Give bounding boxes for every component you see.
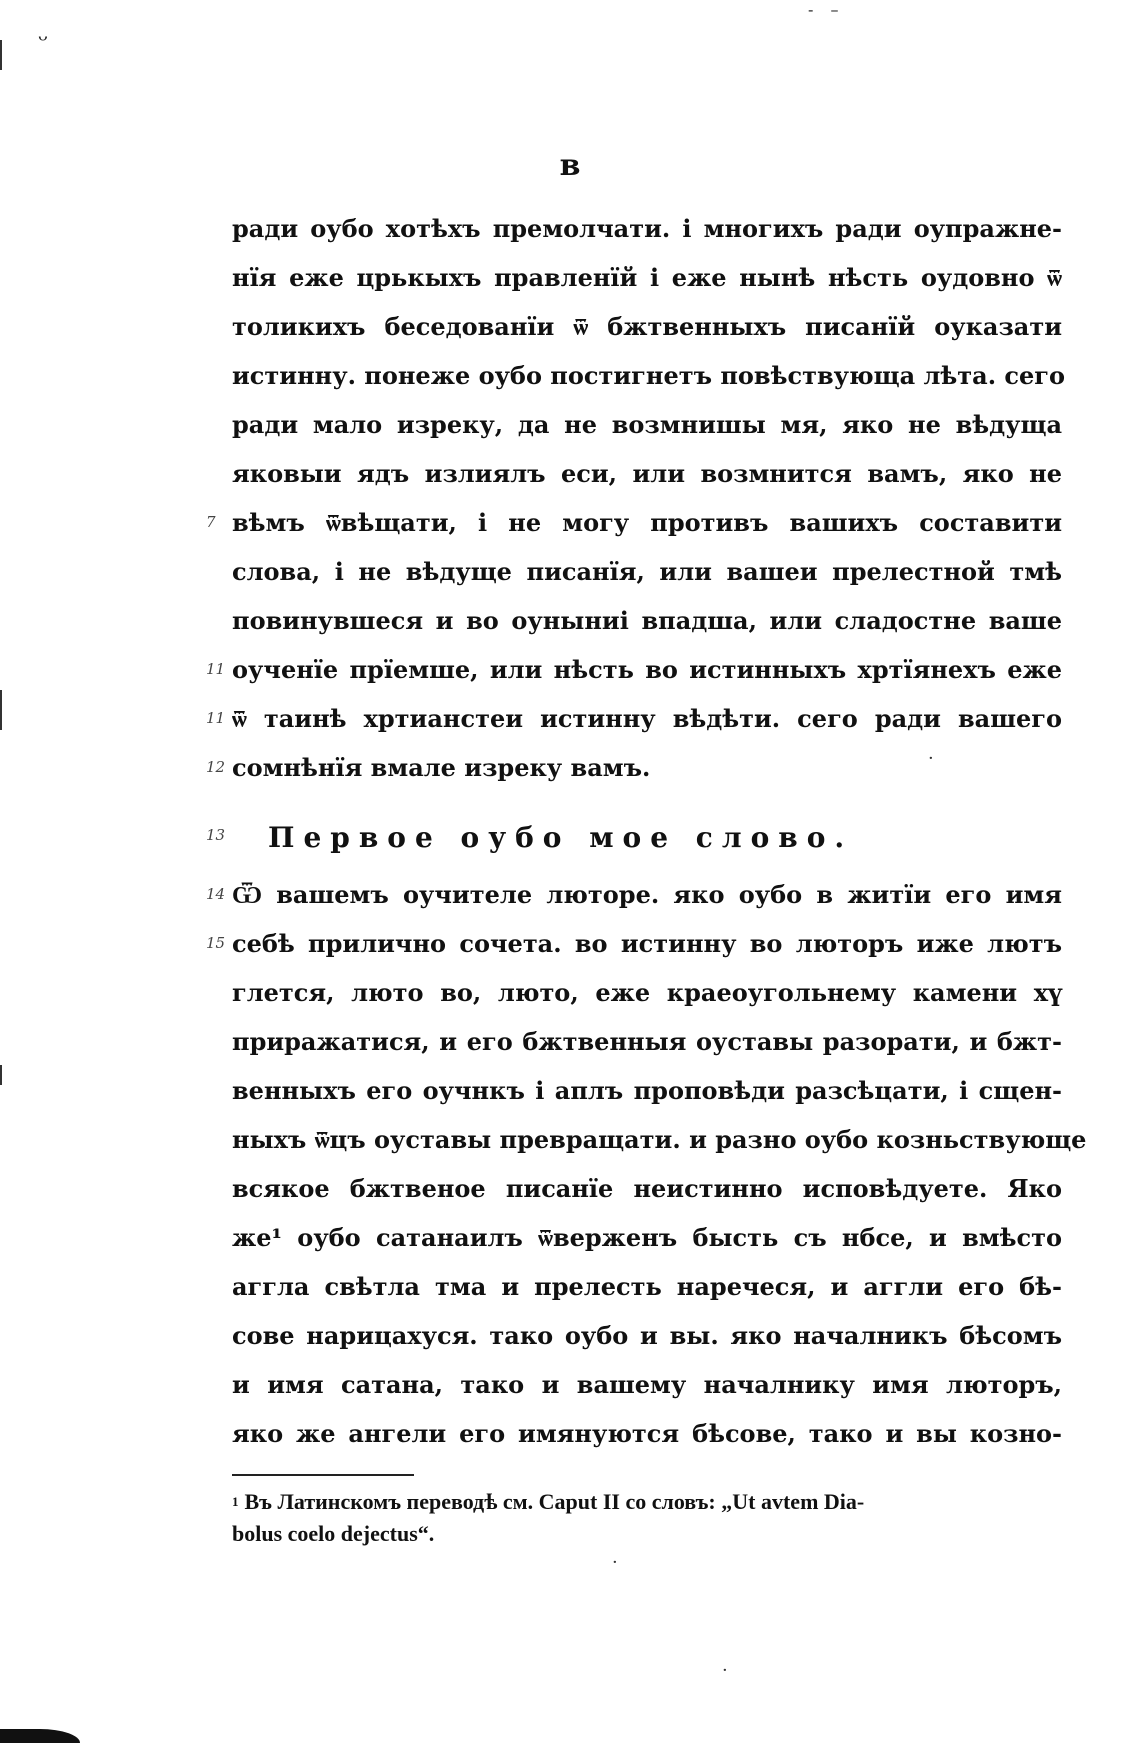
line-text: яко же ангели его имянуются бѣсове, тако и вы козно- bbox=[232, 1419, 1062, 1448]
text-line bbox=[232, 1360, 1062, 1409]
text-line bbox=[232, 596, 1062, 645]
text-line bbox=[232, 547, 1062, 596]
line-text: всякое бжтвеное писанїе неистинно исповѣдуете. Яко bbox=[232, 1174, 1062, 1203]
section-heading: Первое оубо мое слово. bbox=[268, 821, 854, 854]
line-text: сове нарицахуся. тако оубо и вы. яко началникъ бѣсомъ bbox=[232, 1321, 1062, 1350]
line-text: яковыи ядъ излиялъ еси, или возмнится вамъ, яко не bbox=[232, 459, 1062, 488]
text-line bbox=[232, 351, 1066, 400]
text-line bbox=[206, 694, 1062, 743]
footnote-marker: 1 bbox=[232, 1494, 239, 1509]
line-text: толикихъ беседованїи ѿ бжтвенныхъ писанїй оуказати bbox=[232, 312, 1062, 341]
line-text: нїя еже црькыхъ правленїй і еже нынѣ нѣсть оудовно ѿ bbox=[232, 263, 1062, 292]
line-text: слова, і не вѣдуще писанїя, или вашеи прелестной тмѣ bbox=[232, 557, 1062, 586]
line-number: 14 bbox=[206, 885, 226, 903]
heading-line-number: 13 bbox=[206, 826, 226, 844]
line-text: себѣ прилично сочета. во истинну во люторъ иже лютъ bbox=[232, 929, 1062, 958]
text-line bbox=[232, 1262, 1062, 1311]
line-text: ради мало изреку, да не возмнишы мя, яко не вѣдуща bbox=[232, 410, 1062, 439]
line-number: 11 bbox=[206, 709, 226, 727]
text-line bbox=[232, 400, 1062, 449]
line-text: ѿ таинѣ хртианстеи истинну вѣдѣти. сего ради вашего bbox=[232, 704, 1062, 733]
paragraph-2 bbox=[206, 870, 1087, 1458]
text-line bbox=[232, 1017, 1062, 1066]
text-line bbox=[206, 870, 1062, 919]
left-edge-rule bbox=[0, 40, 2, 70]
line-text: истинну. понеже оубо постигнетъ повѣствующа лѣта. сего bbox=[232, 361, 1066, 390]
text-line bbox=[232, 1311, 1062, 1360]
line-text: Ѿ вашемъ оучителе люторе. яко оубо в житїи его имя bbox=[232, 880, 1062, 909]
ink-blot bbox=[0, 1729, 80, 1743]
corner-mark: ᵕ bbox=[38, 26, 49, 56]
line-text: вѣмъ ѿвѣщати, і не могу противъ вашихъ составити bbox=[232, 508, 1062, 537]
footnote-divider bbox=[232, 1474, 414, 1476]
text-line bbox=[232, 968, 1062, 1017]
line-text: сомнѣнїя вмале изреку вамъ. bbox=[232, 753, 651, 782]
speck: · bbox=[612, 1552, 618, 1573]
text-line bbox=[232, 204, 1062, 253]
text-line bbox=[232, 1409, 1062, 1458]
line-text: глется, люто во, люто, еже краеоугольнему камени хү bbox=[232, 978, 1062, 1007]
line-text: ради оубо хотѣхъ премолчати. і многихъ ради оупражне- bbox=[232, 214, 1062, 243]
line-text: и имя сатана, тако и вашему началнику имя люторъ, bbox=[232, 1370, 1062, 1399]
text-line bbox=[206, 919, 1062, 968]
text-line bbox=[232, 1213, 1062, 1262]
footnote-text-1: Въ Латинскомъ переводѣ см. Caput II со словъ: „Ut avtem Dia- bbox=[244, 1489, 865, 1514]
text-line bbox=[206, 498, 1062, 547]
line-text: приражатися, и его бжтвенныя оуставы разорати, и бжт- bbox=[232, 1027, 1062, 1056]
left-edge-rule bbox=[0, 1065, 2, 1085]
line-text: ныхъ ѿцъ оуставы превращати. и разно оубо козньствующе bbox=[232, 1125, 1087, 1154]
text-line bbox=[206, 645, 1062, 694]
text-line bbox=[232, 253, 1062, 302]
top-edge-marks: - – bbox=[808, 0, 845, 19]
footnote-line-1 bbox=[232, 1486, 1062, 1518]
line-number: 15 bbox=[206, 934, 226, 952]
line-number: 11 bbox=[206, 660, 226, 678]
text-line bbox=[232, 1066, 1062, 1115]
paragraph-1 bbox=[206, 204, 1066, 792]
line-text: аггла свѣтла тма и прелесть наречеся, и аггли его бѣ- bbox=[232, 1272, 1062, 1301]
text-line bbox=[232, 302, 1062, 351]
page-number: в bbox=[559, 148, 581, 183]
footnote-line-2: bolus coelo dejectus“. bbox=[232, 1521, 435, 1546]
line-text: же¹ оубо сатанаилъ ѿверженъ бысть съ нбсе, и вмѣсто bbox=[232, 1223, 1062, 1252]
line-text: повинувшеся и во оуныниі впадша, или сладостне ваше bbox=[232, 606, 1062, 635]
line-number: 12 bbox=[206, 758, 226, 776]
line-number: 7 bbox=[206, 513, 216, 531]
line-text: оученїе прїемше, или нѣсть во истинныхъ хртїянехъ еже bbox=[232, 655, 1062, 684]
speck: · bbox=[928, 748, 934, 769]
text-line bbox=[206, 743, 1062, 792]
speck: · bbox=[722, 1660, 728, 1681]
text-line bbox=[232, 1115, 1087, 1164]
line-text: венныхъ его оучнкъ і аплъ проповѣди разсѣцати, і сщен- bbox=[232, 1076, 1062, 1105]
text-line bbox=[232, 1164, 1062, 1213]
text-line bbox=[232, 449, 1062, 498]
left-edge-rule bbox=[0, 690, 2, 730]
